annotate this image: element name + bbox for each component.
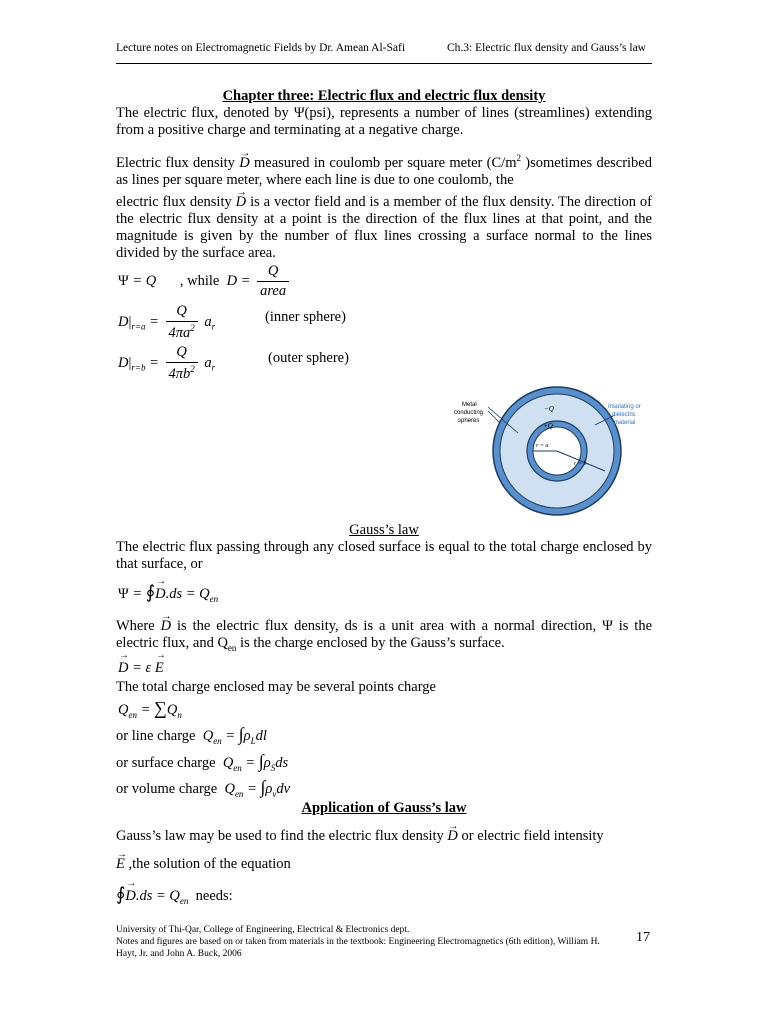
fraction: $\frac{Q}{4\pi a^2}$ xyxy=(166,303,198,342)
paragraph-application-2 xyxy=(116,856,652,873)
r-b-label: r = b xyxy=(574,461,587,467)
text-segment: measured in coulomb per square meter (C/m xyxy=(253,154,517,171)
paragraph-flux-density: Electric flux density → D measured in coulomb per square meter ($C/m^2$ )sometimes described as lines per square meter, where each line is due to one coulomb, the xyxy=(116,150,652,189)
vector-e: → E xyxy=(116,856,125,873)
equation-outer-sphere: $D|_{r=b}$ = $\frac{Q}{4\pi b^2}$ $a_r$ xyxy=(118,344,216,382)
paragraph-application xyxy=(116,828,652,845)
inner-sphere-label: (inner sphere) xyxy=(265,309,346,325)
while-text: , while xyxy=(179,272,220,289)
page-number: 17 xyxy=(636,930,650,945)
footer-line3: Hayt, Jr. and John A. Buck, 2006 xyxy=(116,949,242,959)
surface-charge-row: or surface charge $Q_{en} = \int\rho_Sds$ xyxy=(116,751,289,773)
text-segment: is the electric flux density, ds is a unit area with a normal direction, Ψ is the electric flux, and Q xyxy=(116,618,653,651)
pointer-line xyxy=(488,411,500,423)
text-segment: Where xyxy=(116,618,155,634)
fraction: $\frac{Q}{4\pi b^2}$ xyxy=(166,344,198,383)
text-segment: or surface charge xyxy=(116,755,216,771)
text-segment: is a vector field and is a member of the flux density. The direction of the electric flux density at a point is the direction of the flux lines at that point, and the magnitude is given by the number of flux lines crossing a surface normal to the lines divided by the surface area. xyxy=(116,194,653,261)
text-segment: ,the solution of the equation xyxy=(128,856,291,872)
paragraph-flux: The electric flux, denoted by Ψ(psi), represents a number of lines (streamlines) extending from a positive charge and terminating at a negative charge. xyxy=(116,105,652,138)
text-segment: is the charge enclosed by the Gauss’s surface. xyxy=(240,635,505,651)
application-title: Application of Gauss’s law xyxy=(301,800,467,816)
text-segment: or electric field intensity xyxy=(461,828,604,844)
chapter-title: Chapter three: Electric flux and electric flux density xyxy=(222,88,546,104)
paragraph-vector-field xyxy=(116,194,652,262)
equation-gauss: Ψ = ∮→ $D.ds = Q_{en}$ xyxy=(118,582,218,604)
footer-line1: University of Thi-Qar, College of Engineering, Electrical & Electronics dept. xyxy=(116,925,410,935)
vector-d: → D xyxy=(161,618,171,635)
equation-d-epsilon-e: → D = ε → E xyxy=(118,660,164,677)
header-rule xyxy=(116,63,652,64)
equation-psi-q: Ψ = Q , while D = $\frac{Q}{\text{area}}$ xyxy=(118,263,292,300)
text-segment: or line charge xyxy=(116,728,196,744)
concentric-spheres-figure xyxy=(440,385,660,520)
footer-line2: Notes and figures are based on or taken from materials in the textbook: Engineering Electromagnetics (6th edition), William H. xyxy=(116,937,600,947)
line-charge-row: or line charge $Q_{en} = \int\rho_Ldl$ xyxy=(116,724,267,746)
text-segment: needs: xyxy=(195,888,233,904)
vector-d: → D xyxy=(239,155,249,172)
volume-charge-row: or volume charge $Q_{en} = \int\rho_vdv$ xyxy=(116,777,291,799)
insulating-label: Insulating or dielectric material xyxy=(608,404,641,426)
header-right: Ch.3: Electric flux density and Gauss’s law xyxy=(447,42,646,54)
minus-q-label: −Q xyxy=(544,405,554,413)
r-a-label: r = a xyxy=(536,443,549,449)
header-left: Lecture notes on Electromagnetic Fields by Dr. Amean Al-Safi xyxy=(116,42,406,54)
paragraph-total-charge: The total charge enclosed may be several points charge xyxy=(116,679,436,695)
fraction: $\frac{Q}{\text{area}}$ xyxy=(257,263,289,300)
paragraph-where: Where → D is the electric flux density, ds is a unit area with a normal direction, Ψ is the electric flux, and $Q_{en}$ is the charge enclosed by the Gauss’s surface. xyxy=(116,618,652,657)
text-segment: Electric flux density xyxy=(116,154,235,171)
text-segment: Gauss’s law may be used to find the electric flux density xyxy=(116,828,444,844)
text-segment: electric flux density xyxy=(116,194,232,210)
paragraph-gauss: The electric flux passing through any closed surface is equal to the total charge enclosed by that surface, or xyxy=(116,539,652,572)
equation-point-charges: $Q_{en} = \sum Q_n$ xyxy=(118,698,182,720)
text-segment: or volume charge xyxy=(116,781,218,797)
metal-label: Metal conducting spheres xyxy=(454,402,484,424)
vector-d: → D xyxy=(236,194,246,211)
vector-d: → D xyxy=(447,828,457,845)
equation-needs: ∮→ $D.ds = Q_{en}$ needs: xyxy=(116,884,233,906)
equation-inner-sphere: $D|_{r=a}$ = $\frac{Q}{4\pi a^2}$ $a_r$ xyxy=(118,303,216,341)
gauss-law-title: Gauss’s law xyxy=(349,522,419,538)
text-segment: )sometimes described as lines per square meter, where each line is due to one coulomb, the xyxy=(116,154,652,188)
plus-q-label: +Q xyxy=(543,422,553,430)
outer-sphere-label: (outer sphere) xyxy=(268,350,349,366)
